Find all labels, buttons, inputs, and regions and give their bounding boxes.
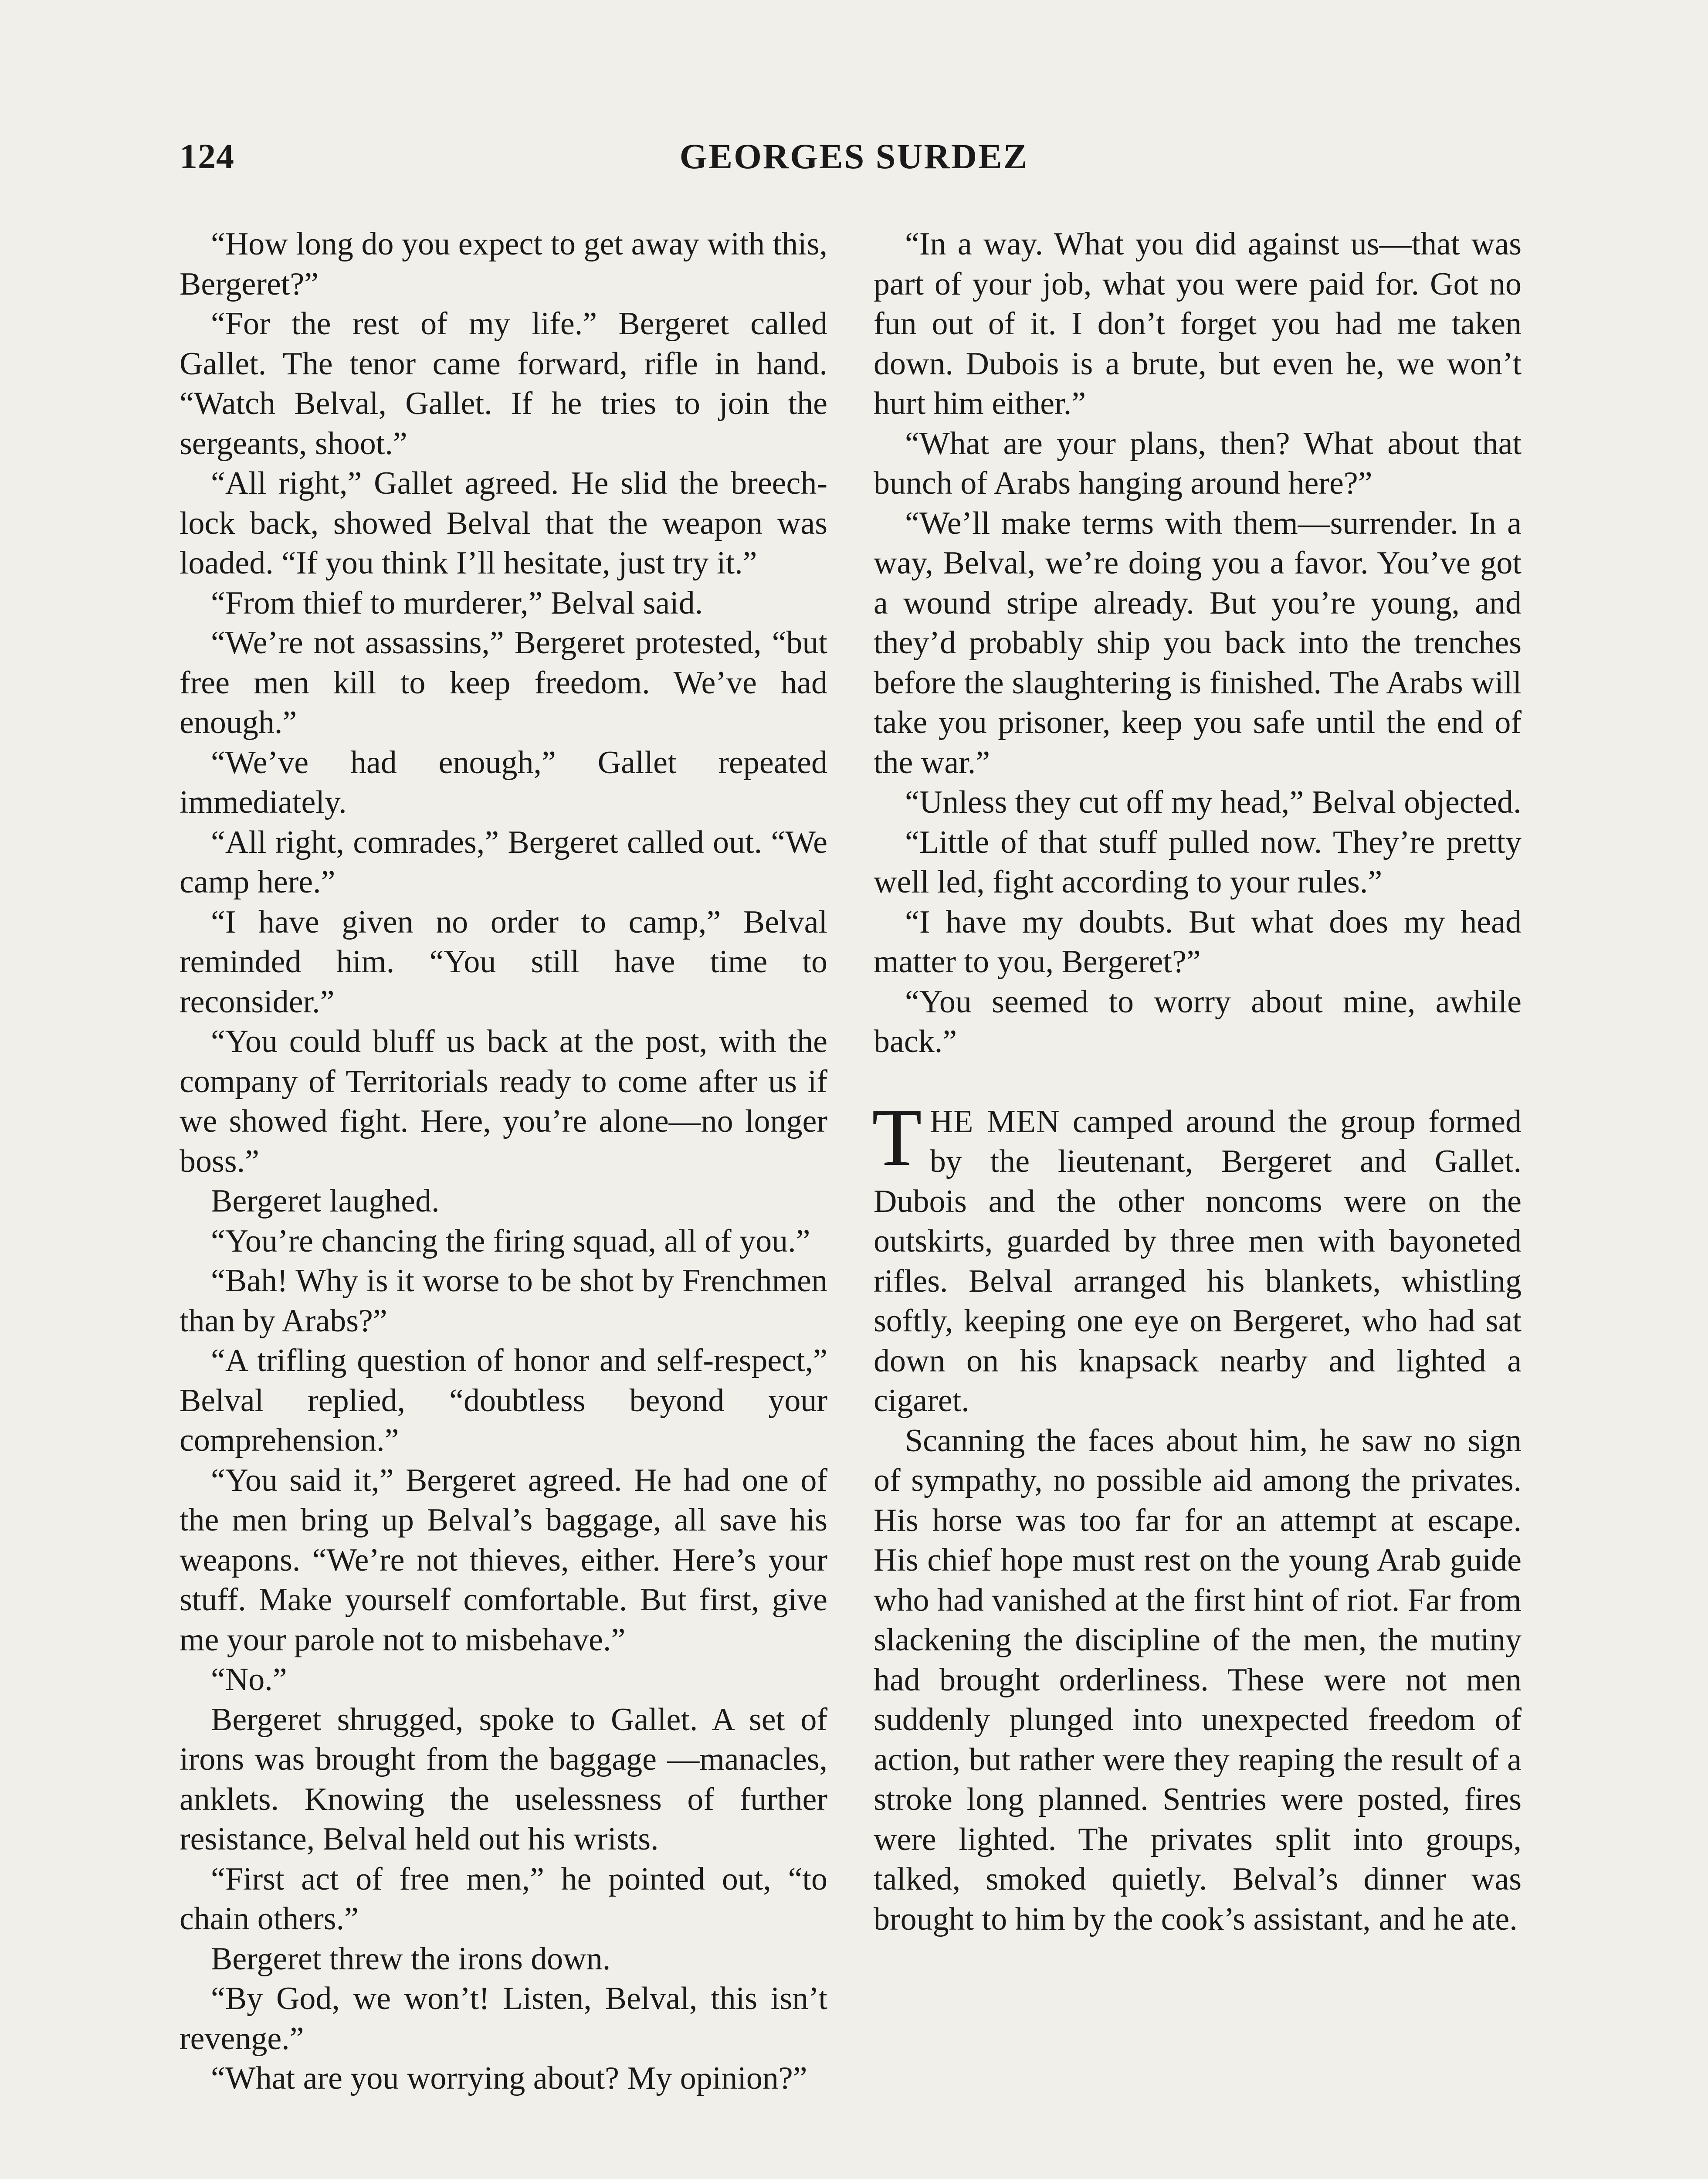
paragraph: “You said it,” Bergeret agreed. He had one of the men bring up Belval’s baggage, all save his weapons. “We’re not thieves, either. Here’s your stuff. Make yourself comfortable. But first, give me your parole not to misbehave.” — [180, 1462, 827, 1658]
running-head: GEORGES SURDEZ — [679, 136, 1029, 176]
paragraph: “All right,” Gallet agreed. He slid the breech-lock back, showed Belval that the weapon was loaded. “If you think I’ll hesitate, just try it.” — [180, 465, 827, 581]
paragraph: “In a way. What you did against us—that was part of your job, what you were paid for. Got no fun out of it. I don’t forget you had me taken down. Dubois is a brute, but even he, we won’t hurt him either.” — [874, 226, 1522, 421]
paragraph: “Unless they cut off my head,” Belval objected. — [905, 784, 1522, 820]
paragraph: “We’re not assassins,” Bergeret protested, “but free men kill to keep freedom. We’ve had enough.” — [180, 625, 827, 740]
paragraph: “I have my doubts. But what does my head matter to you, Bergeret?” — [874, 904, 1522, 980]
paragraph: “First act of free men,” he pointed out, “to chain others.” — [180, 1861, 827, 1937]
paragraph: “You’re chancing the firing squad, all of you.” — [211, 1223, 810, 1259]
paragraph-text: camped around the group formed by the lieutenant, Bergeret and Gallet. Dubois and the other noncoms were on the outskirts, guarded by three men with bayoneted rifles. Belval arranged his blankets, whistling softly, keeping one eye on Bergeret, who had sat down on his knapsack nearby and lighted a cigaret. — [874, 1103, 1522, 1419]
paragraph: “You seemed to worry about mine, awhile back.” — [874, 984, 1522, 1059]
paragraph: “Little of that stuff pulled now. They’re pretty well led, fight according to your rules.” — [874, 824, 1522, 900]
paragraph: “I have given no order to camp,” Belval reminded him. “You still have time to reconsider.” — [180, 904, 827, 1020]
paragraph: “We’ll make terms with them—surrender. In a way, Belval, we’re doing you a favor. You’ve got a wound stripe already. But you’re young, and they’d probably ship you back into the trenches before the slaughtering is finished. The Arabs will take you prisoner, keep you safe until the end of the war.” — [874, 505, 1522, 781]
paragraph: “For the rest of my life.” Bergeret called Gallet. The tenor came forward, rifle in hand. “Watch Belval, Gallet. If he tries to join the sergeants, shoot.” — [180, 306, 827, 462]
paragraph: “How long do you expect to get away with this, Bergeret?” — [180, 226, 827, 302]
right-column — [874, 224, 1522, 1939]
paragraph: “All right, comrades,” Bergeret called out. “We camp here.” — [180, 824, 827, 900]
paragraph: “You could bluff us back at the post, with the company of Territorials ready to come after us if we showed fight. Here, you’re alone—no longer boss.” — [180, 1024, 827, 1179]
lead-in: HE MEN — [929, 1103, 1060, 1140]
paragraph: Scanning the faces about him, he saw no sign of sympathy, no possible aid among the privates. His horse was too far for an attempt at escape. His chief hope must rest on the young Arab guide who had vanished at the first hint of riot. Far from slackening the discipline of the men, the mutiny had brought orderliness. These were not men suddenly plunged into unexpected freedom of action, but rather were they reaping the result of a stroke long planned. Sentries were posted, fires were lighted. The privates split into groups, talked, smoked quietly. Belval’s dinner was brought to him by the cook’s assistant, and he ate. — [874, 1422, 1522, 1937]
page-number: 124 — [180, 136, 234, 176]
paragraph: “What are your plans, then? What about that bunch of Arabs hanging around here?” — [874, 425, 1522, 501]
left-column — [180, 224, 827, 2099]
paragraph: Bergeret threw the irons down. — [211, 1941, 611, 1977]
paragraph: “Bah! Why is it worse to be shot by Frenchmen than by Arabs?” — [180, 1263, 827, 1339]
drop-cap: T — [872, 1091, 922, 1183]
paragraph: Bergeret shrugged, spoke to Gallet. A set of irons was brought from the baggage —manacles, anklets. Knowing the uselessness of further resistance, Belval held out his wrists. — [180, 1701, 827, 1857]
section-opening-paragraph — [872, 1091, 1522, 1421]
paragraph: “By God, we won’t! Listen, Belval, this isn’t revenge.” — [180, 1981, 827, 2057]
paragraph: “From thief to murderer,” Belval said. — [211, 585, 703, 621]
paragraph: “A trifling question of honor and self-respect,” Belval replied, “doubtless beyond your comprehension.” — [180, 1343, 827, 1458]
paragraph: “We’ve had enough,” Gallet repeated immediately. — [180, 744, 827, 820]
paragraph: Bergeret laughed. — [211, 1183, 440, 1219]
paragraph: “No.” — [211, 1662, 287, 1697]
paragraph: “What are you worrying about? My opinion?” — [211, 2060, 807, 2096]
